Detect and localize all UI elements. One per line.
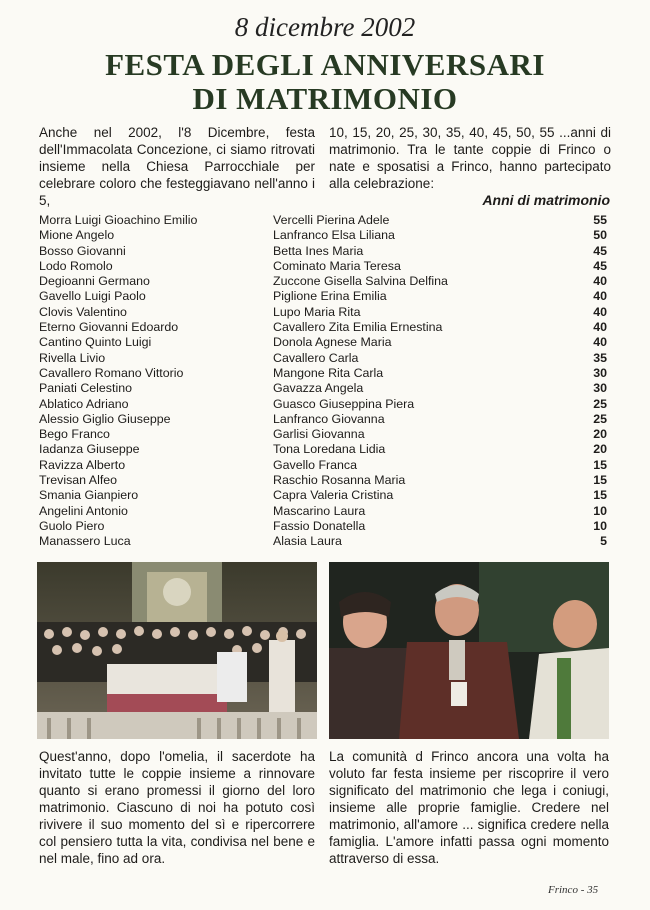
wife-name: Mangone Rita Carla [273, 365, 384, 380]
years-married: 20 [593, 442, 607, 457]
years-married: 40 [593, 320, 607, 335]
years-married: 40 [593, 289, 607, 304]
wife-name: Cavallero Carla [273, 350, 359, 365]
page-footer: Frinco - 35 [548, 884, 599, 896]
couple-row [39, 534, 609, 549]
years-married: 30 [593, 365, 607, 380]
couple-row [39, 289, 609, 304]
intro-paragraph-left: Anche nel 2002, l'8 Dicembre, festa dell'Immacolata Concezione, ci siamo ritrovati insieme nella Chiesa Parrocchiale per celebrare coloro che festeggiavano nell'anno i 5, [39, 125, 315, 208]
wife-name: Alasia Laura [273, 534, 342, 549]
title-line-2: DI MATRIMONIO [192, 81, 458, 116]
church-congregation-photo [37, 562, 317, 739]
wife-name: Lanfranco Giovanna [273, 411, 385, 426]
years-married: 40 [593, 274, 607, 289]
couple-row [39, 519, 609, 534]
husband-name: Smania Gianpiero [39, 488, 139, 503]
years-married: 50 [593, 228, 607, 243]
couple-row [39, 366, 609, 381]
wife-name: Guasco Giuseppina Piera [273, 396, 415, 411]
years-married: 40 [593, 304, 607, 319]
couple-row [39, 305, 609, 320]
couple-row [39, 335, 609, 350]
years-married: 15 [593, 457, 607, 472]
years-married: 25 [593, 396, 607, 411]
couple-row [39, 213, 609, 228]
wife-name: Vercelli Pierina Adele [273, 213, 390, 227]
husband-name: Morra Luigi Gioachino Emilio [39, 213, 198, 227]
wife-name: Gavello Franca [273, 457, 358, 472]
couple-row [39, 351, 609, 366]
couple-row [39, 274, 609, 289]
title-line-1: FESTA DEGLI ANNIVERSARI [105, 47, 545, 82]
wife-name: Betta Ines Maria [273, 243, 364, 258]
wife-name: Raschio Rosanna Maria [273, 473, 406, 488]
wife-name: Fassio Donatella [273, 518, 366, 533]
husband-name: Gavello Luigi Paolo [39, 289, 146, 304]
husband-name: Iadanza Giuseppe [39, 442, 140, 457]
wife-name: Donola Agnese Maria [273, 335, 392, 350]
years-married: 45 [593, 243, 607, 258]
wife-name: Tona Loredana Lidia [273, 442, 386, 457]
husband-name: Paniati Celestino [39, 381, 132, 396]
closing-paragraph-left: Quest'anno, dopo l'omelia, il sacerdote ha invitato tutte le coppie insieme a rinnovare quanto si erano promessi il giorno del loro matrimonio. Ciascuno di noi ha potuto così rivivere il suo momento del sì e ripercorrere col pensiero tutta la vita, condivisa nel bene e nel male, fino ad ora. [39, 749, 315, 866]
husband-name: Degioanni Germano [39, 274, 150, 289]
years-married: 35 [593, 350, 607, 365]
years-married: 30 [593, 381, 607, 396]
wife-name: Cavallero Zita Emilia Ernestina [273, 320, 443, 335]
years-married: 15 [593, 473, 607, 488]
couple-row [39, 244, 609, 259]
years-married: 10 [593, 503, 607, 518]
wife-name: Capra Valeria Cristina [273, 488, 394, 503]
couple-row [39, 320, 609, 335]
years-married: 55 [593, 213, 607, 227]
husband-name: Angelini Antonio [39, 503, 128, 518]
husband-name: Ablatico Adriano [39, 396, 129, 411]
years-column-header: Anni di matrimonio [482, 192, 610, 208]
husband-name: Guolo Piero [39, 518, 105, 533]
couple-row [39, 397, 609, 412]
husband-name: Mione Angelo [39, 228, 115, 243]
couples-list [39, 213, 609, 550]
wife-name: Zuccone Gisella Salvina Delfina [273, 274, 448, 289]
couple-row [39, 412, 609, 427]
husband-name: Manassero Luca [39, 534, 131, 549]
intro-paragraph-right: 10, 15, 20, 25, 30, 35, 40, 45, 50, 55 ...anni di matrimonio. Tra le tante coppie di Frinco o nate e sposatisi a Frinco, hanno partecipato alla celebrazione: [329, 125, 611, 191]
couple-row [39, 259, 609, 274]
couple-row [39, 488, 609, 503]
husband-name: Bosso Giovanni [39, 243, 126, 258]
years-married: 5 [600, 534, 607, 549]
years-married: 10 [593, 518, 607, 533]
husband-name: Trevisan Alfeo [39, 473, 118, 488]
husband-name: Bego Franco [39, 427, 110, 442]
wife-name: Garlisi Giovanna [273, 427, 365, 442]
years-married: 15 [593, 488, 607, 503]
wife-name: Gavazza Angela [273, 381, 364, 396]
couple-row [39, 458, 609, 473]
husband-name: Alessio Giglio Giuseppe [39, 411, 171, 426]
couple-row [39, 381, 609, 396]
years-married: 45 [593, 258, 607, 273]
wife-name: Piglione Erina Emilia [273, 289, 387, 304]
years-married: 40 [593, 335, 607, 350]
couple-row [39, 504, 609, 519]
wife-name: Lanfranco Elsa Liliana [273, 228, 395, 243]
husband-name: Ravizza Alberto [39, 457, 126, 472]
wife-name: Cominato Maria Teresa [273, 258, 401, 273]
husband-name: Eterno Giovanni Edoardo [39, 320, 179, 335]
closing-paragraph-right: La comunità d Frinco ancora una volta ha voluto far festa insieme per riscoprire il vero significato del matrimonio che lega i coniugi, insieme alle proprie famiglie. Credere nel matrimonio, all'amore ... significa credere nella famiglia. L'amore infatti passa ogni momento attraverso di essa. [329, 749, 609, 866]
wife-name: Mascarino Laura [273, 503, 366, 518]
husband-name: Rivella Livio [39, 350, 106, 365]
husband-name: Cavallero Romano Vittorio [39, 365, 184, 380]
couple-row [39, 228, 609, 243]
wife-name: Lupo Maria Rita [273, 304, 361, 319]
couple-row [39, 427, 609, 442]
couple-row [39, 442, 609, 457]
event-date: 8 dicembre 2002 [234, 12, 416, 42]
couple-with-priest-photo [329, 562, 609, 739]
husband-name: Cantino Quinto Luigi [39, 335, 152, 350]
years-married: 20 [593, 427, 607, 442]
couple-row [39, 473, 609, 488]
husband-name: Clovis Valentino [39, 304, 127, 319]
article-title [0, 48, 650, 116]
husband-name: Lodo Romolo [39, 258, 113, 273]
years-married: 25 [593, 411, 607, 426]
